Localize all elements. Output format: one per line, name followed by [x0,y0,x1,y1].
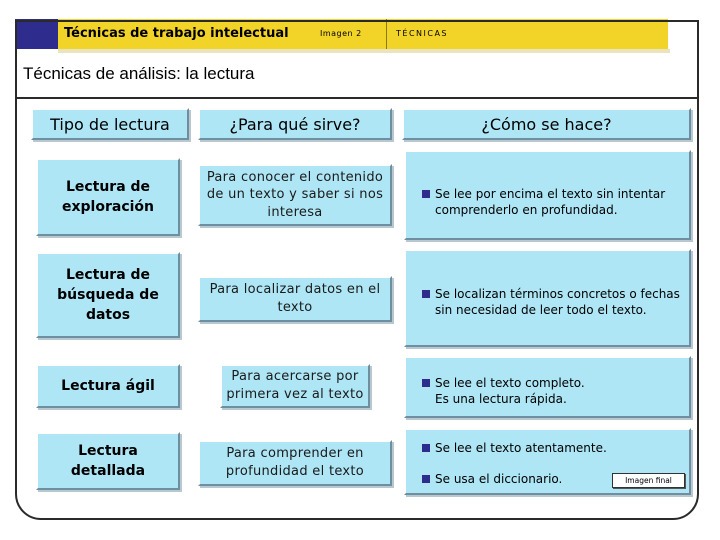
how-panel-exploracion [404,150,691,240]
square-bullet-icon [422,444,430,452]
reading-type-busqueda[interactable]: Lectura de búsqueda de datos [36,252,180,338]
how-panel-agil [404,356,691,418]
how-panel-busqueda [404,249,691,347]
how-text: Es una lectura rápida. [435,392,567,406]
image-label: Imagen 2 [320,29,362,38]
course-title: Técnicas de trabajo intelectual [64,26,289,41]
reading-type-agil[interactable]: Lectura ágil [36,364,180,408]
how-text: Se lee el texto atentamente. [435,441,607,455]
column-header-purpose: ¿Para qué sirve? [198,108,392,140]
how-text: Se usa el diccionario. [435,472,563,486]
reading-type-detallada[interactable]: Lectura detallada [36,432,180,490]
square-bullet-icon [422,190,430,198]
page-title: Técnicas de análisis: la lectura [23,64,255,83]
column-header-type: Tipo de lectura [31,108,189,140]
section-label: TÉCNICAS [396,29,449,38]
purpose-exploracion[interactable]: Para conocer el contenido de un texto y saber si nos interesa [198,164,392,226]
how-text: comprenderlo en profundidad. [435,203,618,217]
how-text: Se lee por encima el texto sin intentar [435,187,666,201]
how-text: sin necesidad de leer todo el texto. [435,303,647,317]
square-bullet-icon [422,475,430,483]
square-bullet-icon [422,379,430,387]
how-text: Se localizan términos concretos o fechas [435,287,680,301]
square-bullet-icon [422,290,430,298]
title-divider [15,97,699,99]
purpose-agil[interactable]: Para acercarse por primera vez al texto [220,364,370,408]
purpose-busqueda[interactable]: Para localizar datos en el texto [198,276,392,322]
how-text: Se lee el texto completo. [435,376,585,390]
purpose-detallada[interactable]: Para comprender en profundidad el texto [198,440,392,486]
column-header-how: ¿Cómo se hace? [402,108,691,140]
reading-type-exploracion[interactable]: Lectura de exploración [36,158,180,236]
final-image-button[interactable]: Imagen final [612,473,685,488]
